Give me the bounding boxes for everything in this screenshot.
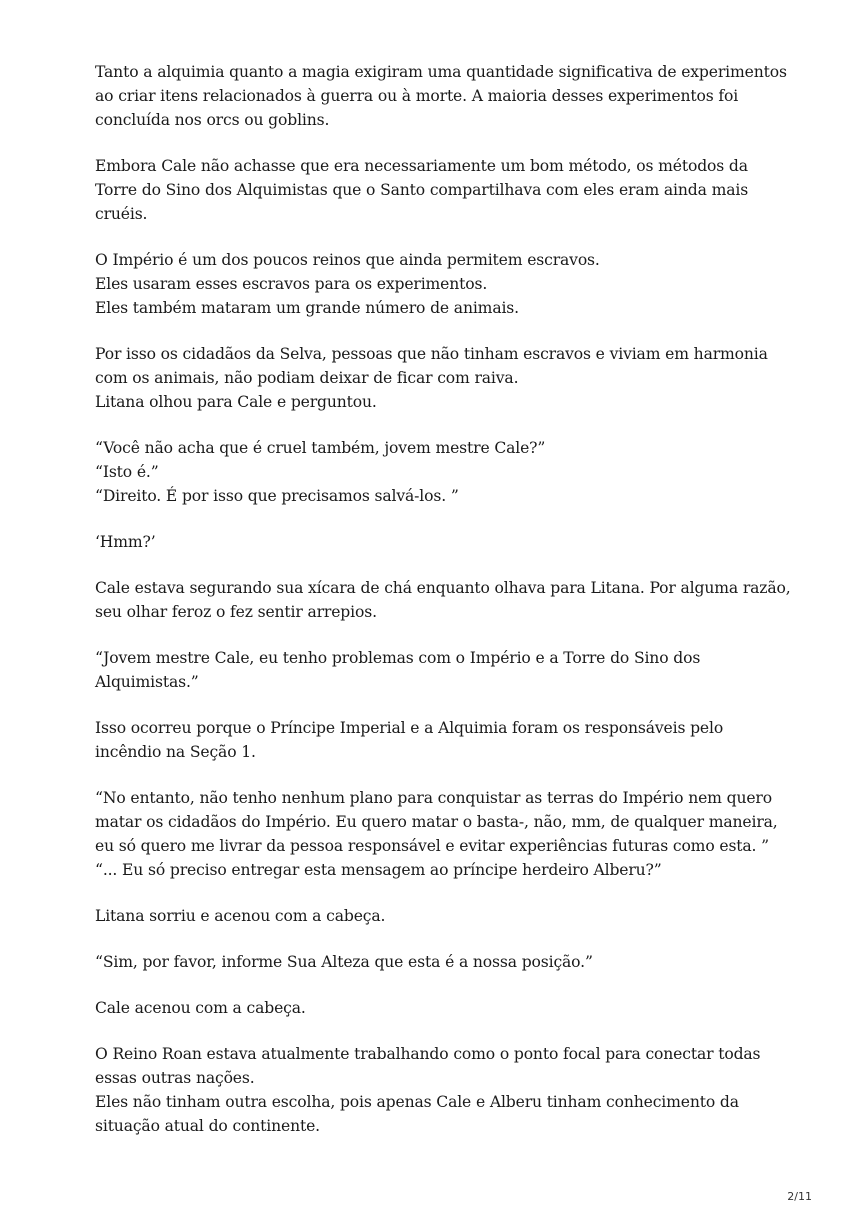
text-line: ‘Hmm?’ (95, 533, 156, 551)
paragraph (95, 530, 795, 554)
text-line: Tanto a alquimia quanto a magia exigiram uma quantidade significativa de experimentos (95, 63, 787, 81)
paragraph (95, 1042, 795, 1138)
text-line: matar os cidadãos do Império. Eu quero matar o basta-, não, mm, de qualquer maneira, (95, 813, 778, 831)
paragraph (95, 786, 795, 882)
text-line: Isso ocorreu porque o Príncipe Imperial e a Alquimia foram os responsáveis pelo (95, 719, 724, 737)
paragraph (95, 436, 795, 508)
text-line: “Sim, por favor, informe Sua Alteza que esta é a nossa posição.” (95, 953, 593, 971)
text-line: essas outras nações. (95, 1069, 255, 1087)
text-line: Litana olhou para Cale e perguntou. (95, 393, 377, 411)
text-line: “Jovem mestre Cale, eu tenho problemas com o Império e a Torre do Sino dos (95, 649, 701, 667)
text-line: Alquimistas.” (95, 673, 199, 691)
page-number: 2/11 (787, 1190, 812, 1203)
paragraph (95, 646, 795, 694)
text-line: incêndio na Seção 1. (95, 743, 256, 761)
paragraph (95, 996, 795, 1020)
paragraph (95, 154, 795, 226)
text-line: “Isto é.” (95, 463, 159, 481)
paragraph (95, 950, 795, 974)
text-line: Eles usaram esses escravos para os experimentos. (95, 275, 488, 293)
paragraph (95, 60, 795, 132)
text-line: “No entanto, não tenho nenhum plano para conquistar as terras do Império nem quero (95, 789, 772, 807)
text-line: Cale acenou com a cabeça. (95, 999, 306, 1017)
text-line: ao criar itens relacionados à guerra ou à morte. A maioria desses experimentos foi (95, 87, 739, 105)
text-line: “Direito. É por isso que precisamos salvá-los. ” (95, 487, 459, 505)
text-line: Cale estava segurando sua xícara de chá enquanto olhava para Litana. Por alguma razão, (95, 579, 791, 597)
text-line: “Você não acha que é cruel também, jovem mestre Cale?” (95, 439, 546, 457)
paragraph (95, 716, 795, 764)
text-line: eu só quero me livrar da pessoa responsável e evitar experiências futuras como esta. ” (95, 837, 769, 855)
text-line: Torre do Sino dos Alquimistas que o Santo compartilhava com eles eram ainda mais (95, 181, 749, 199)
text-line: com os animais, não podiam deixar de ficar com raiva. (95, 369, 519, 387)
text-line: seu olhar feroz o fez sentir arrepios. (95, 603, 377, 621)
text-line: Eles também mataram um grande número de animais. (95, 299, 519, 317)
paragraph (95, 576, 795, 624)
document-body (95, 60, 795, 1160)
text-line: situação atual do continente. (95, 1117, 320, 1135)
text-line: Litana sorriu e acenou com a cabeça. (95, 907, 386, 925)
text-line: “... Eu só preciso entregar esta mensagem ao príncipe herdeiro Alberu?” (95, 861, 662, 879)
text-line: Por isso os cidadãos da Selva, pessoas que não tinham escravos e viviam em harmonia (95, 345, 768, 363)
paragraph (95, 342, 795, 414)
text-line: Embora Cale não achasse que era necessariamente um bom método, os métodos da (95, 157, 748, 175)
paragraph (95, 248, 795, 320)
text-line: Eles não tinham outra escolha, pois apenas Cale e Alberu tinham conhecimento da (95, 1093, 739, 1111)
text-line: O Reino Roan estava atualmente trabalhando como o ponto focal para conectar todas (95, 1045, 761, 1063)
paragraph (95, 904, 795, 928)
text-line: cruéis. (95, 205, 148, 223)
text-line: O Império é um dos poucos reinos que ainda permitem escravos. (95, 251, 600, 269)
text-line: concluída nos orcs ou goblins. (95, 111, 330, 129)
